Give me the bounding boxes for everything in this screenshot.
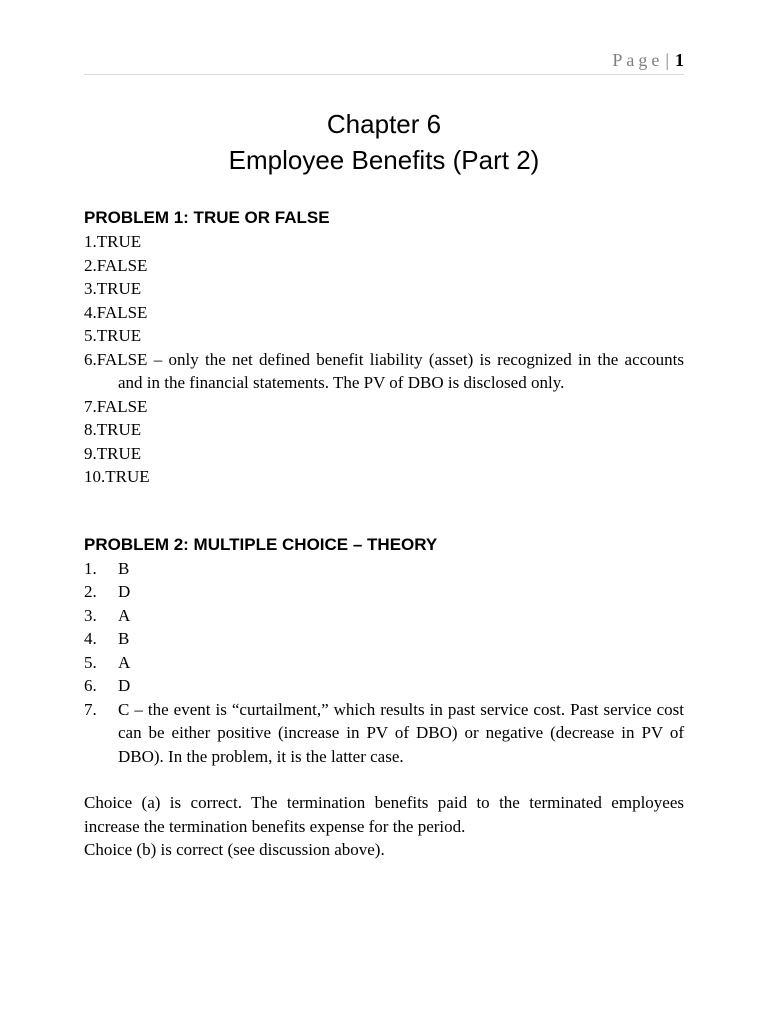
chapter-title (84, 106, 684, 178)
list-item (84, 604, 684, 628)
list-item: 3.TRUE (84, 279, 142, 298)
list-item (84, 627, 684, 651)
document-body (84, 206, 684, 862)
problem1-heading: PROBLEM 1: TRUE OR FALSE (84, 208, 330, 227)
list-item-answer: A (118, 652, 131, 672)
list-item: 5.TRUE (84, 326, 142, 345)
chapter-title-line1: Chapter 6 (326, 109, 442, 139)
list-item: 8.TRUE (84, 420, 142, 439)
list-item-answer: D (118, 676, 131, 695)
page-header (612, 50, 684, 71)
list-item-number: 6. (84, 676, 97, 695)
list-item-number: 1. (84, 558, 97, 578)
list-item-number: 3. (84, 605, 97, 625)
list-item-number: 7. (84, 699, 97, 719)
list-item-answer: C – the event is “curtailment,” which results in past service cost. Past service cost can be either positive (increase in PV of DBO) or negative (decrease in PV of DBO). In the problem, it is the latter case. (118, 699, 684, 766)
list-item (84, 698, 684, 769)
list-item (84, 557, 684, 581)
list-item-answer: A (118, 605, 131, 625)
list-item-number: 4. (84, 629, 97, 648)
list-item (84, 580, 684, 604)
list-item (84, 674, 684, 698)
list-item: 9.TRUE (84, 443, 142, 463)
paragraph: Choice (b) is correct (see discussion above). (84, 840, 385, 859)
list-item: 10.TRUE (84, 467, 150, 486)
list-item-answer: D (118, 582, 131, 601)
page-word: Page (612, 50, 664, 70)
list-item-number: 5. (84, 652, 97, 672)
page-separator: | (665, 50, 669, 70)
section-spacer (84, 489, 684, 533)
problem2-list (84, 557, 684, 769)
list-item-answer: B (118, 558, 130, 578)
list-item: 4.FALSE (84, 302, 148, 322)
list-item: 6.FALSE – only the net defined benefit liability (asset) is recognized in the accounts and in the financial statements. The PV of DBO is disclosed only. (84, 349, 684, 392)
header-rule (84, 74, 684, 75)
list-item (84, 651, 684, 675)
list-item: 1.TRUE (84, 232, 142, 251)
list-item-answer: B (118, 629, 130, 648)
paragraph: Choice (a) is correct. The termination benefits paid to the terminated employees increase the termination benefits expense for the period. (84, 793, 684, 836)
page-number: 1 (675, 50, 684, 70)
list-item: 2.FALSE (84, 255, 148, 275)
paragraph-spacer (84, 768, 684, 791)
list-item-number: 2. (84, 582, 97, 601)
chapter-title-line2: Employee Benefits (Part 2) (228, 145, 540, 175)
problem1-list (84, 230, 684, 489)
problem2-heading: PROBLEM 2: MULTIPLE CHOICE – THEORY (84, 534, 438, 554)
list-item: 7.FALSE (84, 396, 148, 416)
